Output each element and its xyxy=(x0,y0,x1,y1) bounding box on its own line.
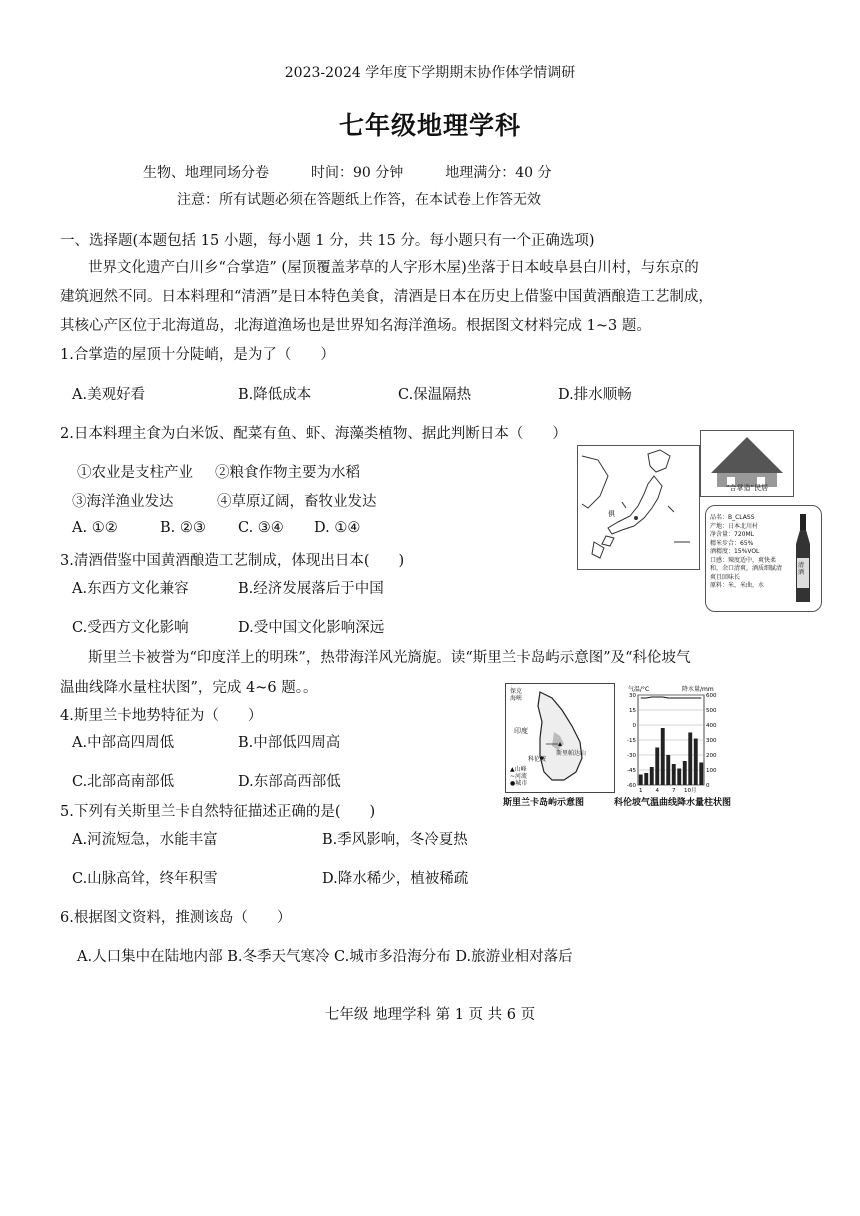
q1-option-a[interactable]: A.美观好看 xyxy=(72,387,146,403)
precip-bar xyxy=(661,728,665,785)
y-tick-label: -60 xyxy=(627,783,636,789)
q2-option-c[interactable]: C. ③④ xyxy=(238,520,284,536)
gassho-house-image xyxy=(700,430,794,497)
intro1-line2: 建筑迥然不同。日本料理和“清酒”是日本特色美食，清酒是日本在历史上借鉴中国黄酒酿造工艺制成， xyxy=(60,289,713,305)
y2-tick-label: 500 xyxy=(706,708,717,714)
q4-option-b[interactable]: B.中部低四周高 xyxy=(238,735,341,751)
q2-option-a[interactable]: A. ①② xyxy=(72,520,118,536)
q3-option-d[interactable]: D.受中国文化影响深远 xyxy=(238,620,385,636)
y-tick-label: 15 xyxy=(629,708,636,714)
q1-option-d[interactable]: D.排水顺畅 xyxy=(558,387,632,403)
q2-option-d[interactable]: D. ①④ xyxy=(314,520,361,536)
precip-bar xyxy=(699,763,703,786)
colombo-label: 科伦坡 xyxy=(528,756,547,763)
q3-option-a[interactable]: A.东西方文化兼容 xyxy=(72,581,189,597)
q5-option-d[interactable]: D.降水稀少，植被稀疏 xyxy=(322,871,469,887)
label-line: 和，余口清爽，酒质细腻清 xyxy=(710,565,783,572)
y-tick-label: -15 xyxy=(627,738,636,744)
section-heading: 一、选择题(本题包括 15 小题，每小题 1 分，共 15 分。每小题只有一个正确选项) xyxy=(60,233,595,249)
exam-info: 生物、地理同场分卷 时间：90 分钟 地理满分：40 分 xyxy=(143,165,552,181)
bottle-label: 清酒 xyxy=(798,562,805,576)
q2-statement-2: ②粮食作物主要为水稻 xyxy=(215,465,360,481)
label-line: 原料：米，米曲，水 xyxy=(710,582,765,589)
intro2-line1: 斯里兰卡被誉为“印度洋上的明珠”，热带海洋风光旖旎。读“斯里兰卡岛屿示意图”及“科伦坡气 xyxy=(88,650,691,666)
y2-axis-title: 降水量/mm xyxy=(682,686,714,693)
srilanka-map xyxy=(505,683,615,793)
svg-text:俱: 俱 xyxy=(608,510,615,518)
legend-river: ~河流 xyxy=(510,773,528,780)
y-tick-label: 30 xyxy=(629,693,636,699)
intro2-line2: 温曲线降水量柱状图”，完成 4~6 题。。 xyxy=(60,680,318,696)
precip-bar xyxy=(677,769,681,786)
strait-label: 保克海峡 xyxy=(510,688,523,702)
q4-option-d[interactable]: D.东部高西部低 xyxy=(238,774,341,790)
map-caption: 斯里兰卡岛屿示意图 xyxy=(503,798,585,808)
y-tick-label: -45 xyxy=(627,768,636,774)
precip-bar xyxy=(655,748,659,786)
page-title: 七年级地理学科 xyxy=(338,111,521,140)
q6-stem: 6.根据图文资料，推测该岛（ ） xyxy=(60,910,292,926)
q3-stem: 3.清酒借鉴中国黄酒酿造工艺制成，体现出日本( ) xyxy=(60,553,405,569)
label-line: 爽且回味长 xyxy=(710,573,741,581)
precip-bar xyxy=(672,764,676,785)
y-tick-label: 0 xyxy=(632,723,636,729)
peak-label: 斯里帕达山 xyxy=(556,750,587,757)
x-tick-label: 1 xyxy=(639,788,643,794)
india-label: 印度 xyxy=(514,727,528,735)
label-line: 净含量：720ML xyxy=(710,531,754,538)
q4-option-a[interactable]: A.中部高四周低 xyxy=(72,735,175,751)
japan-map xyxy=(577,445,700,570)
label-line: 产地：日本北川村 xyxy=(710,522,759,530)
y2-tick-label: 200 xyxy=(706,753,717,759)
precip-bar xyxy=(644,773,648,785)
q6-options[interactable]: A.人口集中在陆地内部 B.冬季天气寒冷 C.城市多沿海分布 D.旅游业相对落后 xyxy=(77,949,573,965)
precip-bar xyxy=(666,755,670,785)
mountain-icon: ▲ xyxy=(510,766,515,773)
q5-option-a[interactable]: A.河流短急，水能丰富 xyxy=(72,832,218,848)
y2-tick-label: 600 xyxy=(706,693,717,699)
q5-option-b[interactable]: B.季风影响，冬冷夏热 xyxy=(322,832,468,848)
y-axis-title: 气温/°C xyxy=(628,686,650,693)
q1-option-c[interactable]: C.保温隔热 xyxy=(398,387,472,403)
q2-stem: 2.日本料理主食为白米饭、配菜有鱼、虾、海藻类植物、据此判断日本（ ） xyxy=(60,426,567,442)
q2-option-b[interactable]: B. ②③ xyxy=(160,520,206,536)
q5-option-c[interactable]: C.山脉高耸，终年积雪 xyxy=(72,871,218,887)
precip-bar xyxy=(688,733,692,786)
q4-option-c[interactable]: C.北部高南部低 xyxy=(72,774,175,790)
x-tick-label: 7 xyxy=(672,788,676,794)
label-line: 精米步合：65% xyxy=(710,539,754,547)
q3-option-b[interactable]: B.经济发展落后于中国 xyxy=(238,581,384,597)
legend-mountain: ▲山峰 xyxy=(510,766,527,773)
y2-tick-label: 300 xyxy=(706,738,717,744)
city-icon: ● xyxy=(510,780,516,787)
q1-option-b[interactable]: B.降低成本 xyxy=(238,387,312,403)
colombo-climate-chart xyxy=(620,683,730,795)
q2-statement-3: ③海洋渔业发达 xyxy=(72,494,174,510)
page-footer: 七年级 地理学科 第 1 页 共 6 页 xyxy=(324,1007,536,1023)
sake-label-card xyxy=(705,505,822,612)
house-caption: “合掌造”民居 xyxy=(725,484,769,492)
chart-caption: 科伦坡气温曲线降水量柱状图 xyxy=(614,798,732,808)
label-line: 酒精度：15%VOL xyxy=(710,548,760,555)
q3-option-c[interactable]: C.受西方文化影响 xyxy=(72,620,189,636)
precip-bar xyxy=(639,775,643,786)
x-tick-label: 4 xyxy=(655,788,659,794)
river-icon: ~ xyxy=(510,773,516,780)
precip-bar xyxy=(694,739,698,786)
label-line: 品名：B_CLASS xyxy=(710,514,755,521)
q4-stem: 4.斯里兰卡地势特征为（ ） xyxy=(60,708,263,724)
y2-tick-label: 100 xyxy=(706,768,717,774)
x-tick-label: 10月 xyxy=(684,788,697,794)
intro1-line1: 世界文化遗产白川乡“合掌造” (屋顶覆盖茅草的人字形木屋)坐落于日本岐阜县白川村，与东京的 xyxy=(88,260,699,276)
intro1-line3: 其核心产区位于北海道岛，北海道渔场也是世界知名海洋渔场。根据图文材料完成 1~3 题。 xyxy=(60,318,651,334)
temperature-line xyxy=(641,697,702,698)
y2-tick-label: 400 xyxy=(706,723,717,729)
q2-statement-1: ①农业是支柱产业 xyxy=(77,465,193,481)
sake-bottle-icon xyxy=(794,514,812,604)
q5-stem: 5.下列有关斯里兰卡自然特征描述正确的是( ) xyxy=(60,804,376,820)
exam-header: 2023-2024 学年度下学期期末协作体学情调研 xyxy=(284,65,576,81)
precip-bar xyxy=(650,767,654,785)
y-tick-label: -30 xyxy=(627,753,636,759)
y2-tick-label: 0 xyxy=(706,783,710,789)
legend-city: ●城市 xyxy=(510,780,528,787)
q1-stem: 1.合掌造的屋顶十分陡峭，是为了（ ） xyxy=(60,347,335,363)
label-line: 口感：辣度适中，爽快柔 xyxy=(710,556,777,564)
exam-notice: 注意：所有试题必须在答题纸上作答，在本试卷上作答无效 xyxy=(177,192,541,208)
precip-bar xyxy=(683,761,687,785)
q2-statement-4: ④草原辽阔，畜牧业发达 xyxy=(217,494,377,510)
